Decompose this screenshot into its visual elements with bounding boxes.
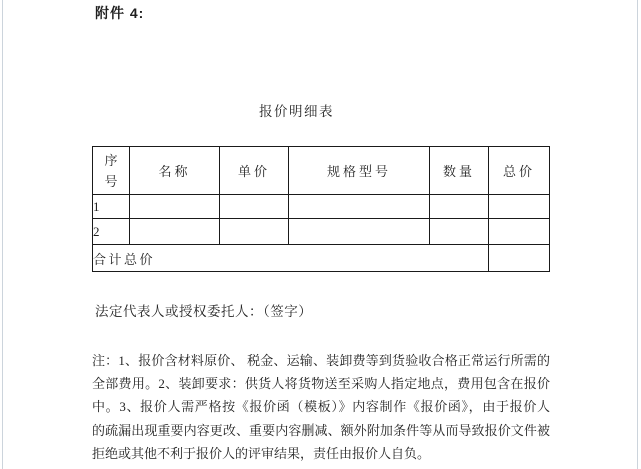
header-quantity: 数量 xyxy=(430,147,489,195)
cell-spec-model-1 xyxy=(289,195,430,219)
table-row-2 xyxy=(93,219,550,245)
cell-name-1 xyxy=(130,195,220,219)
cell-quantity-1 xyxy=(430,195,489,219)
cell-total-price-2 xyxy=(489,219,550,245)
note-line-5: 拒绝或其他不利于报价人的评审结果，责任由报价人自负。 xyxy=(92,445,431,461)
grand-total-value-cell xyxy=(489,245,550,272)
header-serial-number-label: 序号 xyxy=(104,152,118,189)
note-line-1: 注：1、报价含材料原价、 税金、运输、装卸费等到货验收合格正常运行所需的 xyxy=(92,353,550,368)
note-line-3: 中。3、报价人需严格按《报价函（模板）》内容制作《报价函》，由于报价人 xyxy=(92,399,550,415)
page-edge-right xyxy=(637,0,638,469)
document-title: 报价明细表 xyxy=(259,104,334,119)
header-spec-model: 规格型号 xyxy=(289,147,430,195)
notes-paragraph xyxy=(92,349,550,465)
header-total-price: 总价 xyxy=(489,147,550,195)
cell-spec-model-2 xyxy=(289,219,430,245)
quotation-table xyxy=(92,146,550,272)
cell-name-2 xyxy=(130,219,220,245)
note-line-4: 的疏漏出现重要内容更改、重要内容删减、额外附加条件等从而导致报价文件被 xyxy=(92,422,550,438)
header-unit-price: 单价 xyxy=(220,147,289,195)
cell-quantity-2 xyxy=(430,219,489,245)
table-row-1 xyxy=(93,195,550,219)
header-serial-number xyxy=(93,147,130,195)
signature-line: 法定代表人或授权委托人：（签字） xyxy=(95,304,313,319)
cell-unit-price-1 xyxy=(220,195,289,219)
attachment-label: 附件 4: xyxy=(95,5,145,21)
grand-total-label-cell: 合计总价 xyxy=(93,245,489,272)
cell-total-price-1 xyxy=(489,195,550,219)
page-edge-left xyxy=(2,0,3,469)
table-header-row xyxy=(93,147,550,195)
note-line-2: 全部费用。2、装卸要求：供货人将货物送至采购人指定地点，费用包含在报价 xyxy=(92,376,550,392)
cell-serial-2: 2 xyxy=(93,219,130,245)
table-footer-row xyxy=(93,245,550,272)
cell-unit-price-2 xyxy=(220,219,289,245)
cell-serial-1: 1 xyxy=(93,195,130,219)
header-name: 名称 xyxy=(130,147,220,195)
